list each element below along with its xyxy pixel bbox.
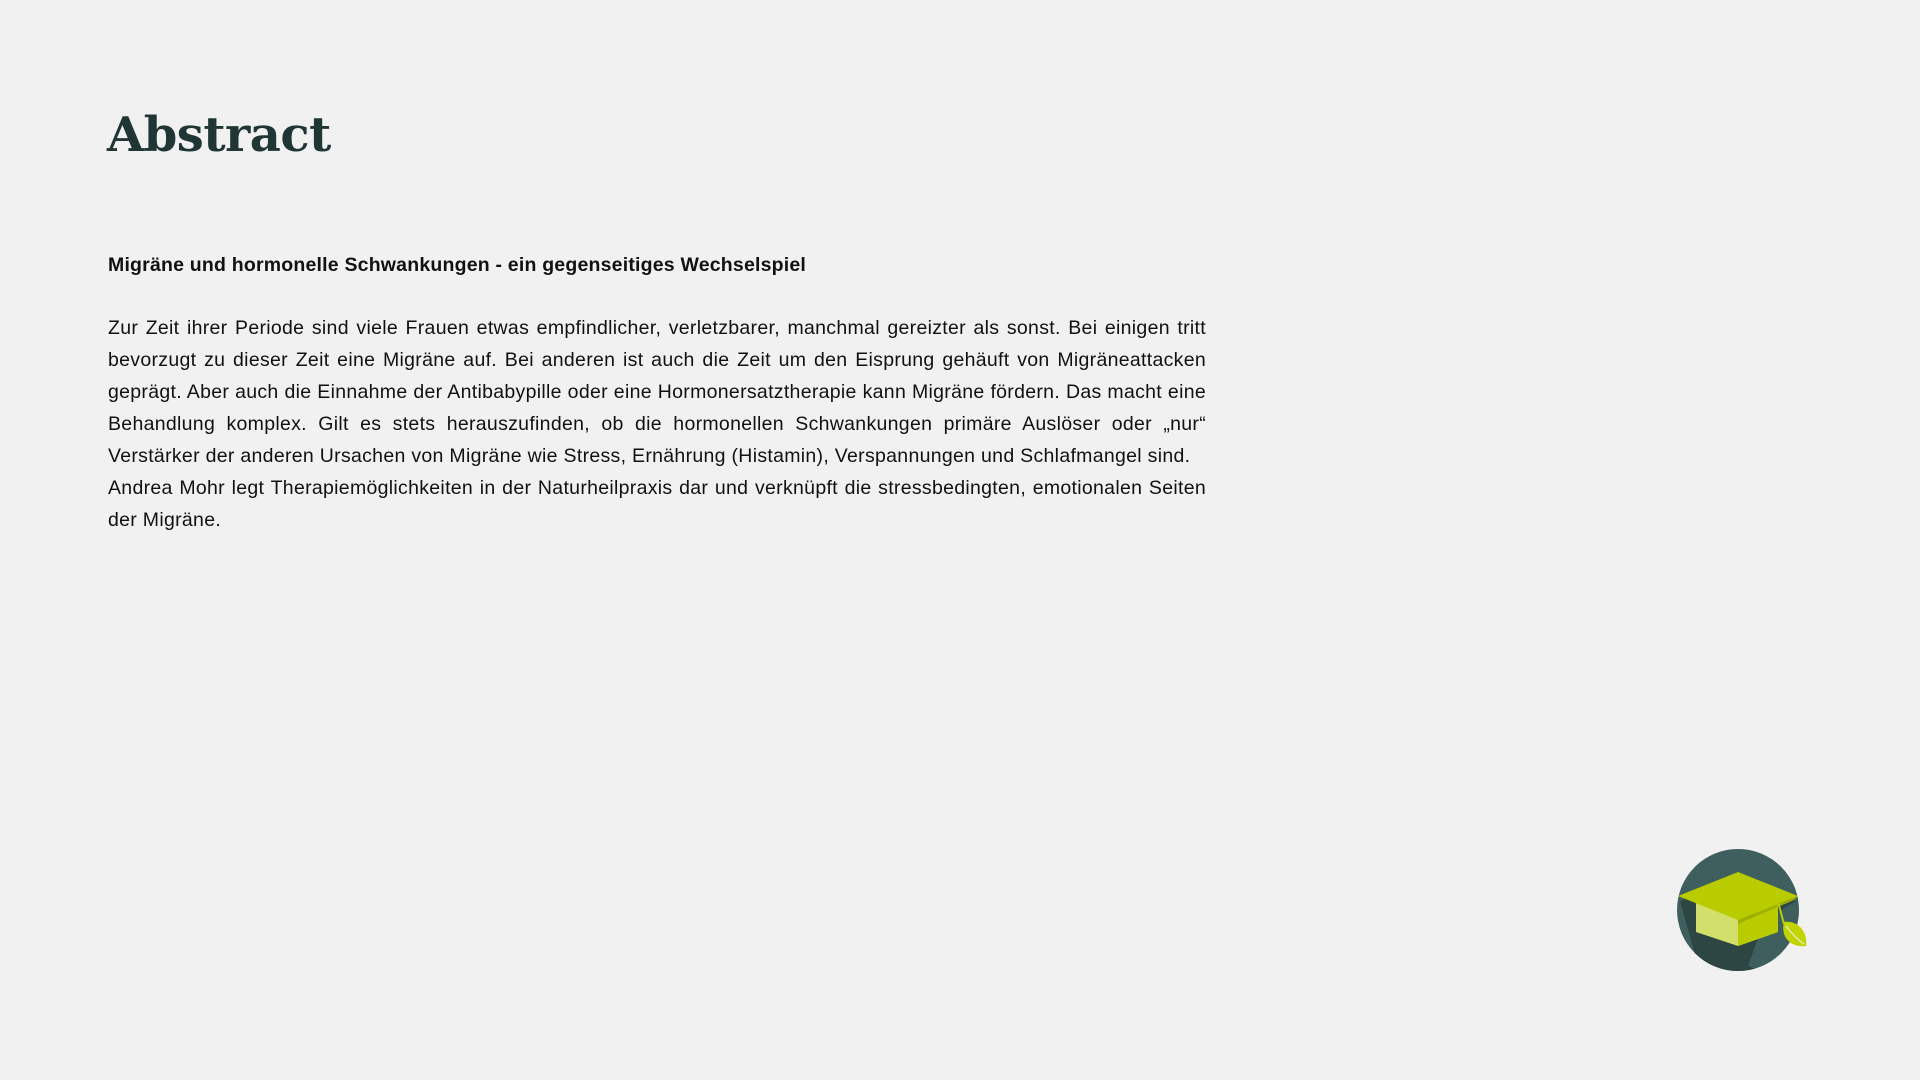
abstract-paragraph: Andrea Mohr legt Therapiemöglichkeiten in der Naturheilpraxis dar und verknüpft die stressbedingten, emotionalen Seiten der Migräne. xyxy=(108,477,1206,531)
abstract-subtitle: Migräne und hormonelle Schwankungen - ein gegenseitiges Wechselspiel xyxy=(108,254,807,276)
abstract-body xyxy=(108,312,1206,536)
graduation-cap-leaf-icon xyxy=(1674,846,1814,976)
abstract-paragraph: Zur Zeit ihrer Periode sind viele Frauen etwas empfindlicher, verletzbarer, manchmal gereizter als sonst. Bei einigen tritt bevorzugt zu dieser Zeit eine Migräne auf. Bei anderen ist auch die Zeit um den Eisprung gehäuft von Migräneattacken geprägt. Aber auch die Einnahme der Antibabypille oder eine Hormonersatztherapie kann Migräne fördern. Das macht eine Behandlung komplex. Gilt es stets herauszufinden, ob die hormonellen Schwankungen primäre Auslöser oder „nur“ Verstärker der anderen Ursachen von Migräne wie Stress, Ernährung (Histamin), Verspannungen und Schlafmangel sind. xyxy=(108,317,1206,467)
page-title: Abstract xyxy=(107,107,331,163)
